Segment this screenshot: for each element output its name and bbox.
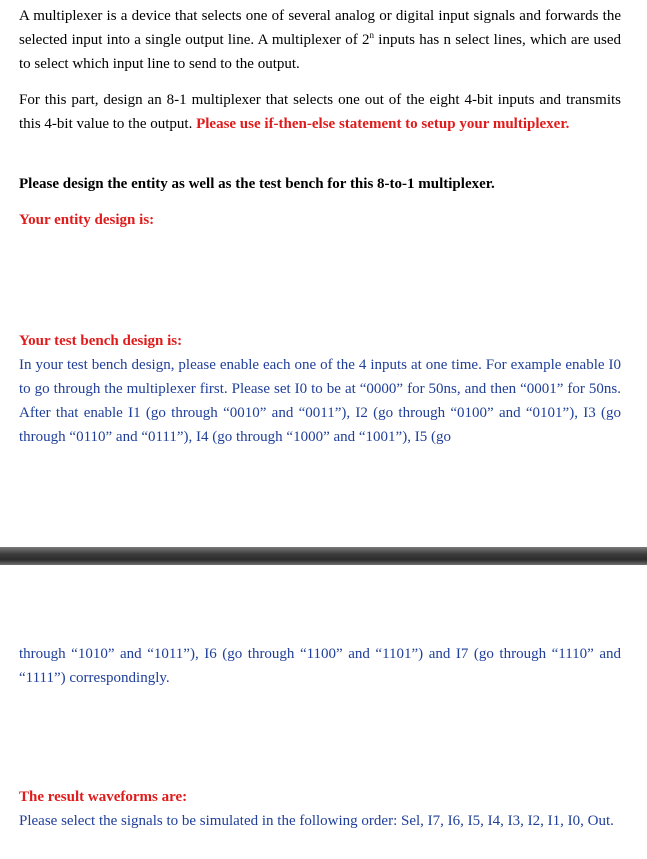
testbench-instructions-part2: through “1010” and “1011”), I6 (go through “1100” and “1101”) and I7 (go through “1110” and “1111”) correspondingly. [19,646,621,686]
design-paragraph [19,88,621,136]
design-instruction: Please design the entity as well as the test bench for this 8-to-1 multiplexer. [19,176,495,192]
intro-paragraph [19,4,621,76]
testbench-design-heading: Your test bench design is: [19,333,183,349]
entity-design-heading: Your entity design is: [19,212,155,228]
waveforms-heading: The result waveforms are: [19,789,188,805]
intro-text-after-superscript: inputs has n select lines, which are used to select which input line to send to the output. [19,32,621,72]
page-separator [0,547,647,565]
if-then-else-requirement: Please use if-then-else statement to setup your multiplexer. [196,116,570,132]
superscript-n: n [369,30,375,40]
waveforms-instructions: Please select the signals to be simulated in the following order: Sel, I7, I6, I5, I4, I3, I2, I1, I0, Out. [19,813,614,829]
intro-text-before-superscript: A multiplexer is a device that selects one of several analog or digital input signals and forwards the selected input into a single output line. A multiplexer of 2 [19,8,621,48]
testbench-instructions-part1: In your test bench design, please enable each one of the 4 inputs at one time. For example enable I0 to go through the multiplexer first. Please set I0 to be at “0000” for 50ns, and then “0001” for 50ns. After that enable I1 (go through “0010” and “0011”), I2 (go through “0100” and “0101”), I3 (go through “0110” and “0111”), I4 (go through “1000” and “1001”), I5 (go [19,357,621,445]
design-text: For this part, design an 8-1 multiplexer that selects one out of the eight 4-bit inputs and transmits this 4-bit value to the output. [19,92,621,132]
